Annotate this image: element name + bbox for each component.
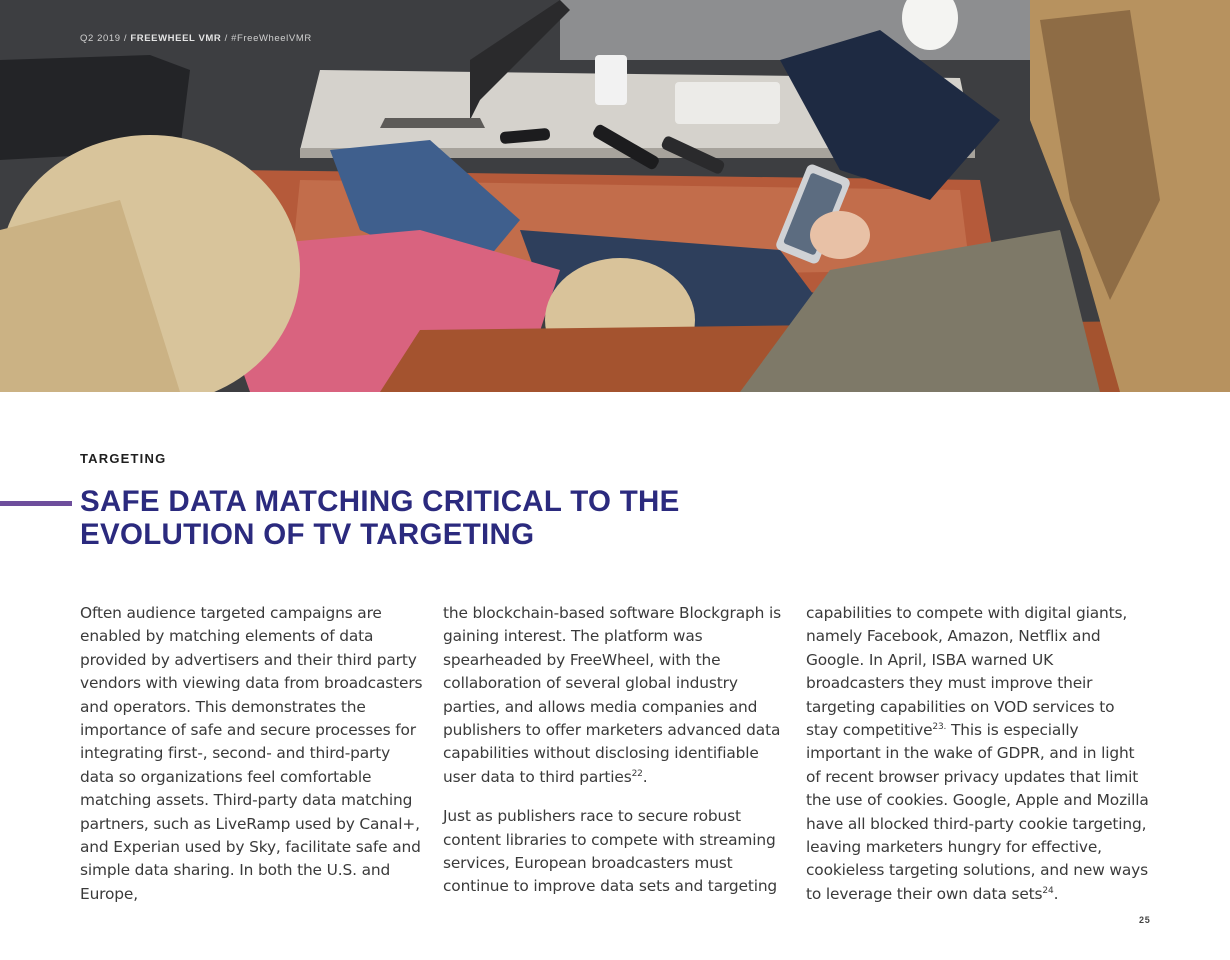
headline-line-2: EVOLUTION OF TV TARGETING [80, 518, 535, 551]
accent-rule [0, 501, 72, 506]
paragraph-text: capabilities to compete with digital giants, namely Facebook, Amazon, Netflix and Google. In April, ISBA warned UK broadcasters they must improve their targeting capabilities on VOD services to stay competitive [806, 604, 1128, 740]
footnote-ref: 22 [631, 768, 643, 779]
paragraph-text: This is especially important in the wake of GDPR, and in light of recent browser privacy updates that limit the use of cookies. Google, Apple and Mozilla have all blocked third-party cookie targeting, leaving marketers hungry for effective, cookieless targeting solutions, and new ways to leverage their own data sets [806, 721, 1149, 903]
body-column-1 [80, 602, 425, 922]
paragraph [806, 602, 1151, 906]
section-label: TARGETING [80, 451, 167, 466]
footnote-ref: 24 [1042, 885, 1054, 896]
paragraph-end: . [1053, 884, 1059, 903]
page-number: 25 [1139, 915, 1151, 925]
paragraph [443, 602, 788, 789]
page-title [80, 485, 800, 551]
paragraph: Often audience targeted campaigns are enabled by matching elements of data provided by advertisers and their third party vendors with viewing data from broadcasters and operators. This demonstrates the importance of safe and secure processes for integrating first-, second- and third-party data so organizations feel comfortable matching assets. Third-party data matching partners, such as LiveRamp used by Canal+, and Experian used by Sky, facilitate safe and simple data sharing. In both the U.S. and Europe, [80, 604, 423, 903]
body-column-2 [443, 602, 788, 915]
headline-line-1: SAFE DATA MATCHING CRITICAL TO THE [80, 485, 680, 518]
paragraph-end: . [642, 767, 648, 786]
family-watching-tv-illustration [0, 0, 1230, 392]
footnote-ref: 23. [932, 722, 947, 733]
running-head [80, 33, 312, 44]
issue-label: Q2 2019 / [80, 33, 128, 44]
brand-label: FREEWHEEL VMR [130, 33, 222, 44]
hashtag-label: / #FreeWheelVMR [224, 33, 312, 44]
body-column-3 [806, 602, 1151, 922]
paragraph-text: the blockchain-based software Blockgraph is gaining interest. The platform was spearheaded by FreeWheel, with the collaboration of several global industry parties, and allows media companies and publishers to offer marketers advanced data capabilities without disclosing identifiable user data to third parties [443, 604, 781, 786]
paragraph: Just as publishers race to secure robust content libraries to compete with streaming services, European broadcasters must continue to improve data sets and targeting [443, 807, 778, 896]
hero-photo [0, 0, 1230, 392]
